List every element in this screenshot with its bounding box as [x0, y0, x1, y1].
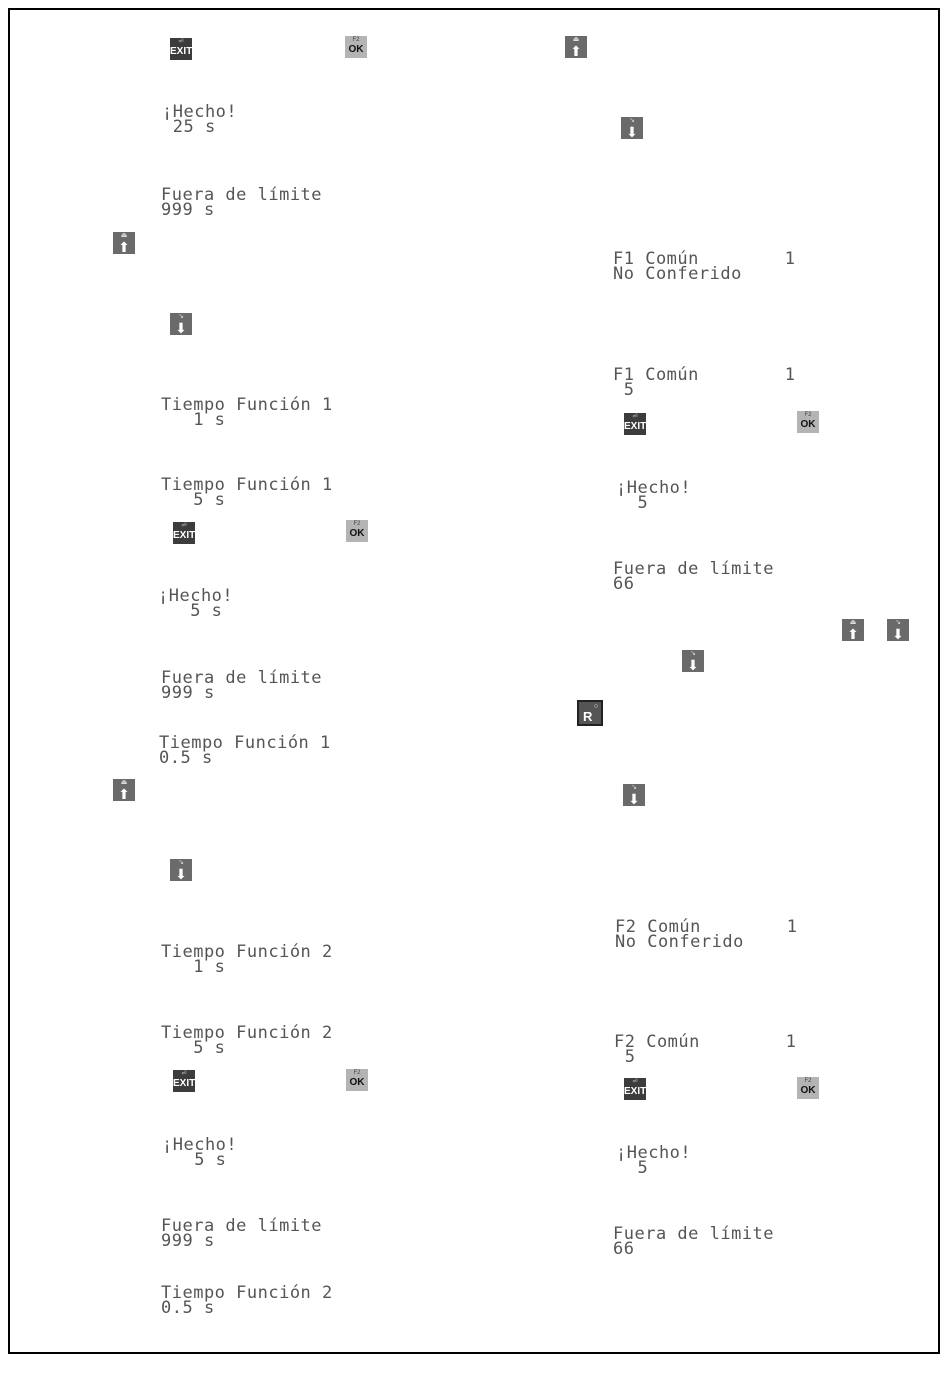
lcd-line: 999 s: [161, 683, 215, 703]
ok-key-top: F2: [804, 412, 812, 418]
lcd-line: F2 Común 1: [615, 917, 798, 937]
lcd-out-of-range-66: [613, 559, 775, 594]
down-key-top: ↘: [690, 650, 696, 657]
lcd-line: 5 s: [158, 601, 223, 621]
ok-key-label: OK: [349, 1077, 365, 1088]
lcd-line: No Conferido: [615, 932, 744, 952]
lcd-line: 5: [614, 1047, 636, 1067]
exit-key-icon: [624, 413, 646, 435]
up-key-icon: [113, 232, 135, 254]
exit-key-icon: [173, 522, 195, 544]
ok-key-top: F2: [353, 1070, 361, 1076]
lcd-line: No Conferido: [613, 264, 742, 284]
reset-key-icon: [577, 700, 603, 726]
exit-key-label: EXIT: [624, 1086, 647, 1097]
ok-key-icon: [345, 36, 367, 58]
lcd-f2-common-not-assigned: [615, 917, 798, 952]
up-key-icon: [565, 36, 587, 58]
reset-key-mark: ○: [593, 703, 598, 710]
lcd-out-of-range-66: [613, 1224, 775, 1259]
lcd-line: F1 Común 1: [613, 365, 796, 385]
lcd-line: 66: [613, 574, 635, 594]
up-key-top: ⏏: [120, 232, 128, 239]
ok-key-top: F2: [352, 37, 360, 43]
up-key-top: ⏏: [572, 36, 580, 43]
lcd-line: Tiempo Función 2: [161, 1283, 333, 1303]
lcd-done-f1: [616, 478, 692, 513]
down-key-icon: [887, 619, 909, 641]
lcd-line: ¡Hecho!: [162, 1135, 238, 1155]
lcd-line: 5: [616, 1158, 649, 1178]
exit-key-label: EXIT: [170, 46, 193, 57]
lcd-line: F1 Común 1: [613, 249, 796, 269]
lcd-f1-common-not-assigned: [613, 249, 796, 284]
lcd-line: ¡Hecho!: [616, 1143, 692, 1163]
lcd-line: 66: [613, 1239, 635, 1259]
lcd-line: ¡Hecho!: [162, 102, 238, 122]
lcd-out-of-range-999: [161, 185, 323, 220]
exit-key-icon: [624, 1078, 646, 1100]
up-key-top: ⏏: [849, 619, 857, 626]
lcd-line: Tiempo Función 1: [161, 395, 333, 415]
lcd-line: ¡Hecho!: [158, 586, 234, 606]
ok-key-top: F2: [804, 1078, 812, 1084]
up-key-icon: [842, 619, 864, 641]
lcd-line: ¡Hecho!: [616, 478, 692, 498]
up-key-top: ⏏: [120, 779, 128, 786]
ok-key-icon: [797, 411, 819, 433]
down-key-icon: [170, 313, 192, 335]
lcd-f1-common-5: [613, 365, 796, 400]
lcd-out-of-range-999: [161, 1216, 323, 1251]
lcd-time-f1-half: [159, 733, 331, 768]
lcd-line: Fuera de límite: [161, 1216, 323, 1236]
lcd-time-f2-5s: [161, 1023, 333, 1058]
page-frame: [8, 8, 940, 1354]
up-arrow-glyph: ⬆: [118, 239, 130, 255]
down-arrow-glyph: ⬇: [628, 791, 640, 807]
lcd-done-f1-5s: [158, 586, 234, 621]
lcd-line: 5: [613, 380, 635, 400]
ok-key-icon: [346, 1069, 368, 1091]
lcd-line: 5 s: [161, 1038, 226, 1058]
lcd-line: 5 s: [162, 1150, 227, 1170]
lcd-line: Fuera de límite: [161, 668, 323, 688]
lcd-line: 5 s: [161, 490, 226, 510]
down-key-top: ↘: [629, 117, 635, 124]
exit-key-top: ⏎: [632, 414, 638, 420]
lcd-line: Tiempo Función 1: [159, 733, 331, 753]
up-arrow-glyph: ⬆: [570, 43, 582, 59]
down-arrow-glyph: ⬇: [175, 866, 187, 882]
lcd-f2-common-5: [614, 1032, 797, 1067]
lcd-time-f1-1s: [161, 395, 333, 430]
down-key-icon: [170, 859, 192, 881]
lcd-done-f2-5s: [162, 1135, 238, 1170]
down-arrow-glyph: ⬇: [687, 657, 699, 673]
up-arrow-glyph: ⬆: [847, 626, 859, 642]
lcd-out-of-range-999: [161, 668, 323, 703]
up-key-icon: [113, 779, 135, 801]
down-arrow-glyph: ⬇: [175, 320, 187, 336]
lcd-done-25s: [162, 102, 238, 137]
ok-key-icon: [797, 1077, 819, 1099]
exit-key-label: EXIT: [173, 1078, 196, 1089]
exit-key-icon: [173, 1070, 195, 1092]
lcd-line: Fuera de límite: [161, 185, 323, 205]
ok-key-top: F2: [353, 521, 361, 527]
lcd-time-f2-1s: [161, 942, 333, 977]
lcd-line: Tiempo Función 1: [161, 475, 333, 495]
exit-key-icon: [170, 38, 192, 60]
ok-key-label: OK: [349, 528, 365, 539]
lcd-line: Tiempo Función 2: [161, 942, 333, 962]
down-key-icon: [623, 784, 645, 806]
lcd-line: Fuera de límite: [613, 1224, 775, 1244]
lcd-line: Tiempo Función 2: [161, 1023, 333, 1043]
lcd-line: 0.5 s: [159, 748, 213, 768]
lcd-line: 999 s: [161, 1231, 215, 1251]
lcd-line: 5: [616, 493, 649, 513]
down-key-top: ↘: [178, 313, 184, 320]
lcd-line: F2 Común 1: [614, 1032, 797, 1052]
lcd-line: 1 s: [161, 957, 226, 977]
lcd-line: 999 s: [161, 200, 215, 220]
lcd-done-f2: [616, 1143, 692, 1178]
down-arrow-glyph: ⬇: [892, 626, 904, 642]
lcd-line: 25 s: [162, 117, 216, 137]
down-arrow-glyph: ⬇: [626, 124, 638, 140]
lcd-time-f1-5s: [161, 475, 333, 510]
up-arrow-glyph: ⬆: [118, 786, 130, 802]
down-key-top: ↘: [178, 859, 184, 866]
exit-key-label: EXIT: [624, 421, 647, 432]
exit-key-top: ⏎: [181, 523, 187, 529]
ok-key-label: OK: [800, 1085, 816, 1096]
exit-key-top: ⏎: [632, 1079, 638, 1085]
lcd-line: 0.5 s: [161, 1298, 215, 1318]
reset-key-label: R: [583, 709, 593, 724]
ok-key-label: OK: [800, 419, 816, 430]
down-key-icon: [621, 117, 643, 139]
lcd-line: 1 s: [161, 410, 226, 430]
exit-key-top: ⏎: [178, 39, 184, 45]
lcd-line: Fuera de límite: [613, 559, 775, 579]
down-key-top: ↘: [631, 784, 637, 791]
lcd-time-f2-half: [161, 1283, 333, 1318]
down-key-top: ↘: [895, 619, 901, 626]
ok-key-label: OK: [348, 44, 364, 55]
down-key-icon: [682, 650, 704, 672]
exit-key-top: ⏎: [181, 1071, 187, 1077]
exit-key-label: EXIT: [173, 530, 196, 541]
ok-key-icon: [346, 520, 368, 542]
